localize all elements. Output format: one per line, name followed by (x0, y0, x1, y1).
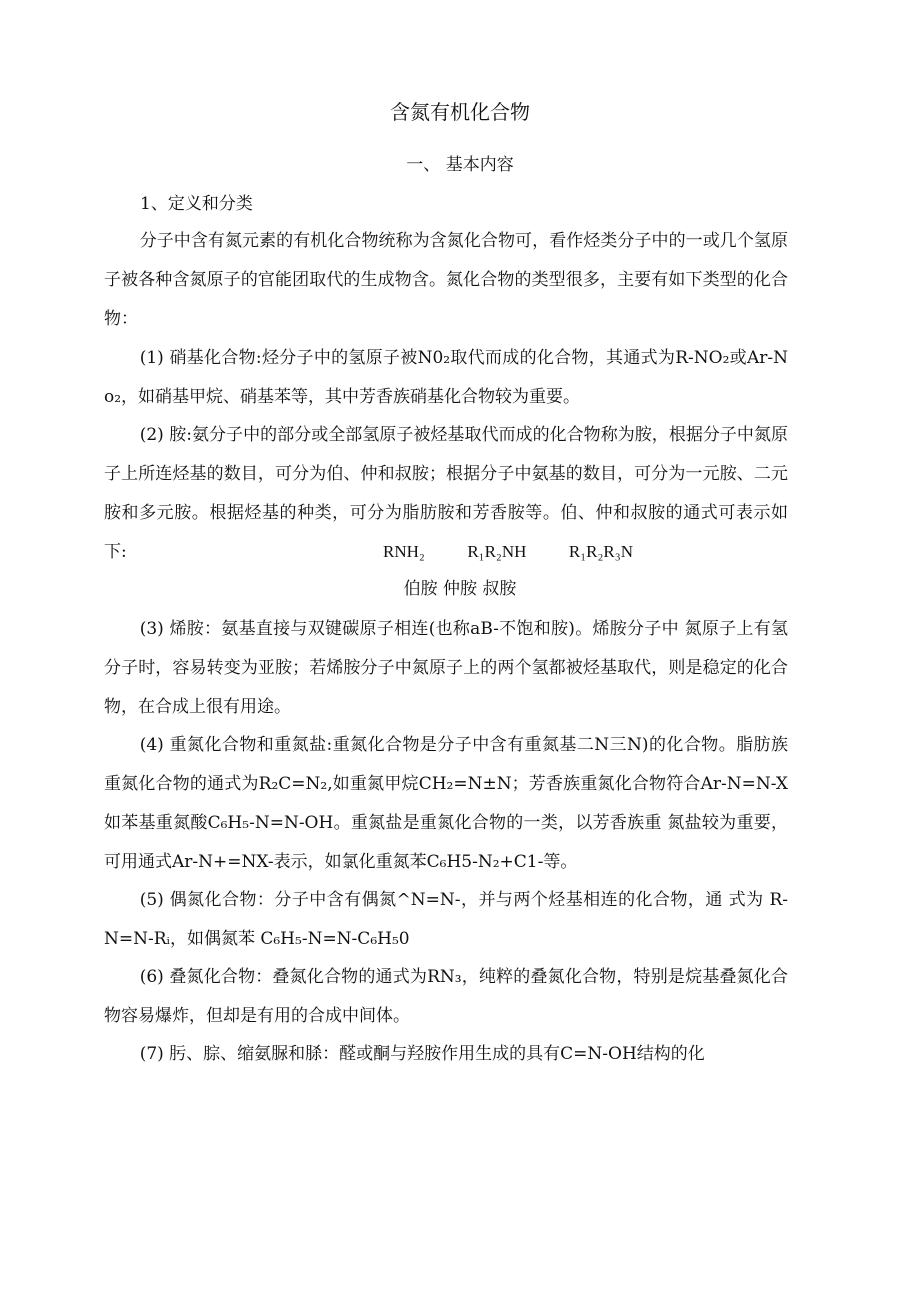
paragraph-amine: (2) 胺:氨分子中的部分或全部氢原子被烃基取代而成的化合物称为胺，根据分子中氮原子上所连烃基的数目，可分为伯、仲和叔胺；根据分子中氨基的数目，可分为一元胺、二元胺和多元胺。根据烃基的种类，可分为脂肪胺和芳香胺等。伯、仲和叔胺的通式可表示如下: (104, 425, 788, 562)
page-title: 含氮有机化合物 (390, 100, 530, 124)
subsection-heading: 1、定义和分类 (140, 194, 253, 214)
paragraph-enamine: (3) 烯胺：氨基直接与双键碳原子相连(也称aB-不饱和胺)。烯胺分子中 氮原子上有氢分子时，容易转变为亚胺；若烯胺分子中氮原子上的两个氢都被烃基取代，则是稳定的化合物，在合成上很有用途。 (104, 619, 788, 717)
paragraph-diazo: (4) 重氮化合物和重氮盐:重氮化合物是分子中含有重氮基二N三N)的化合物。脂肪族重氮化合物的通式为R₂C=N₂,如重氮甲烷CH₂=N±N；芳香族重氮化合物符合Ar-N=N-X如苯基重氮酸C₆H₅-N=N-OH。重氮盐是重氮化合物的一类，以芳香族重 氮盐较为重要，可用通式Ar-N+=NX-表示，如氯化重氮苯C₆H5-N₂+C1-等。 (104, 735, 788, 872)
amine-formulas: RNH₂ R₁R₂NH R₁R₂R₃N (383, 542, 633, 561)
paragraph-oxime: (7) 肟、腙、缩氨脲和脎：醛或酮与羟胺作用生成的具有C=N-OH结构的化 (139, 1044, 705, 1064)
paragraph-azo: (5) 偶氮化合物：分子中含有偶氮^N=N-，并与两个烃基相连的化合物，通 式为 R-N=N-Rᵢ，如偶氮苯 C₆H₅-N=N-C₆H₅0 (104, 890, 788, 949)
paragraph-nitro: (1) 硝基化合物:烃分子中的氢原子被N0₂取代而成的化合物，其通式为R-NO₂或Ar-N o₂，如硝基甲烷、硝基苯等，其中芳香族硝基化合物较为重要。 (104, 348, 788, 407)
amine-names: 伯胺 仲胺 叔胺 (403, 579, 517, 599)
section-heading: 一、 基本内容 (406, 155, 514, 175)
intro-paragraph: 分子中含有氮元素的有机化合物统称为含氮化合物可，看作烃类分子中的一或几个氢原子被各种含氮原子的官能团取代的生成物含。氮化合物的类型很多，主要有如下类型的化合物： (104, 231, 788, 329)
paragraph-azide: (6) 叠氮化合物：叠氮化合物的通式为RN₃，纯粹的叠氮化合物，特别是烷基叠氮化合物容易爆炸，但却是有用的合成中间体。 (104, 967, 788, 1026)
